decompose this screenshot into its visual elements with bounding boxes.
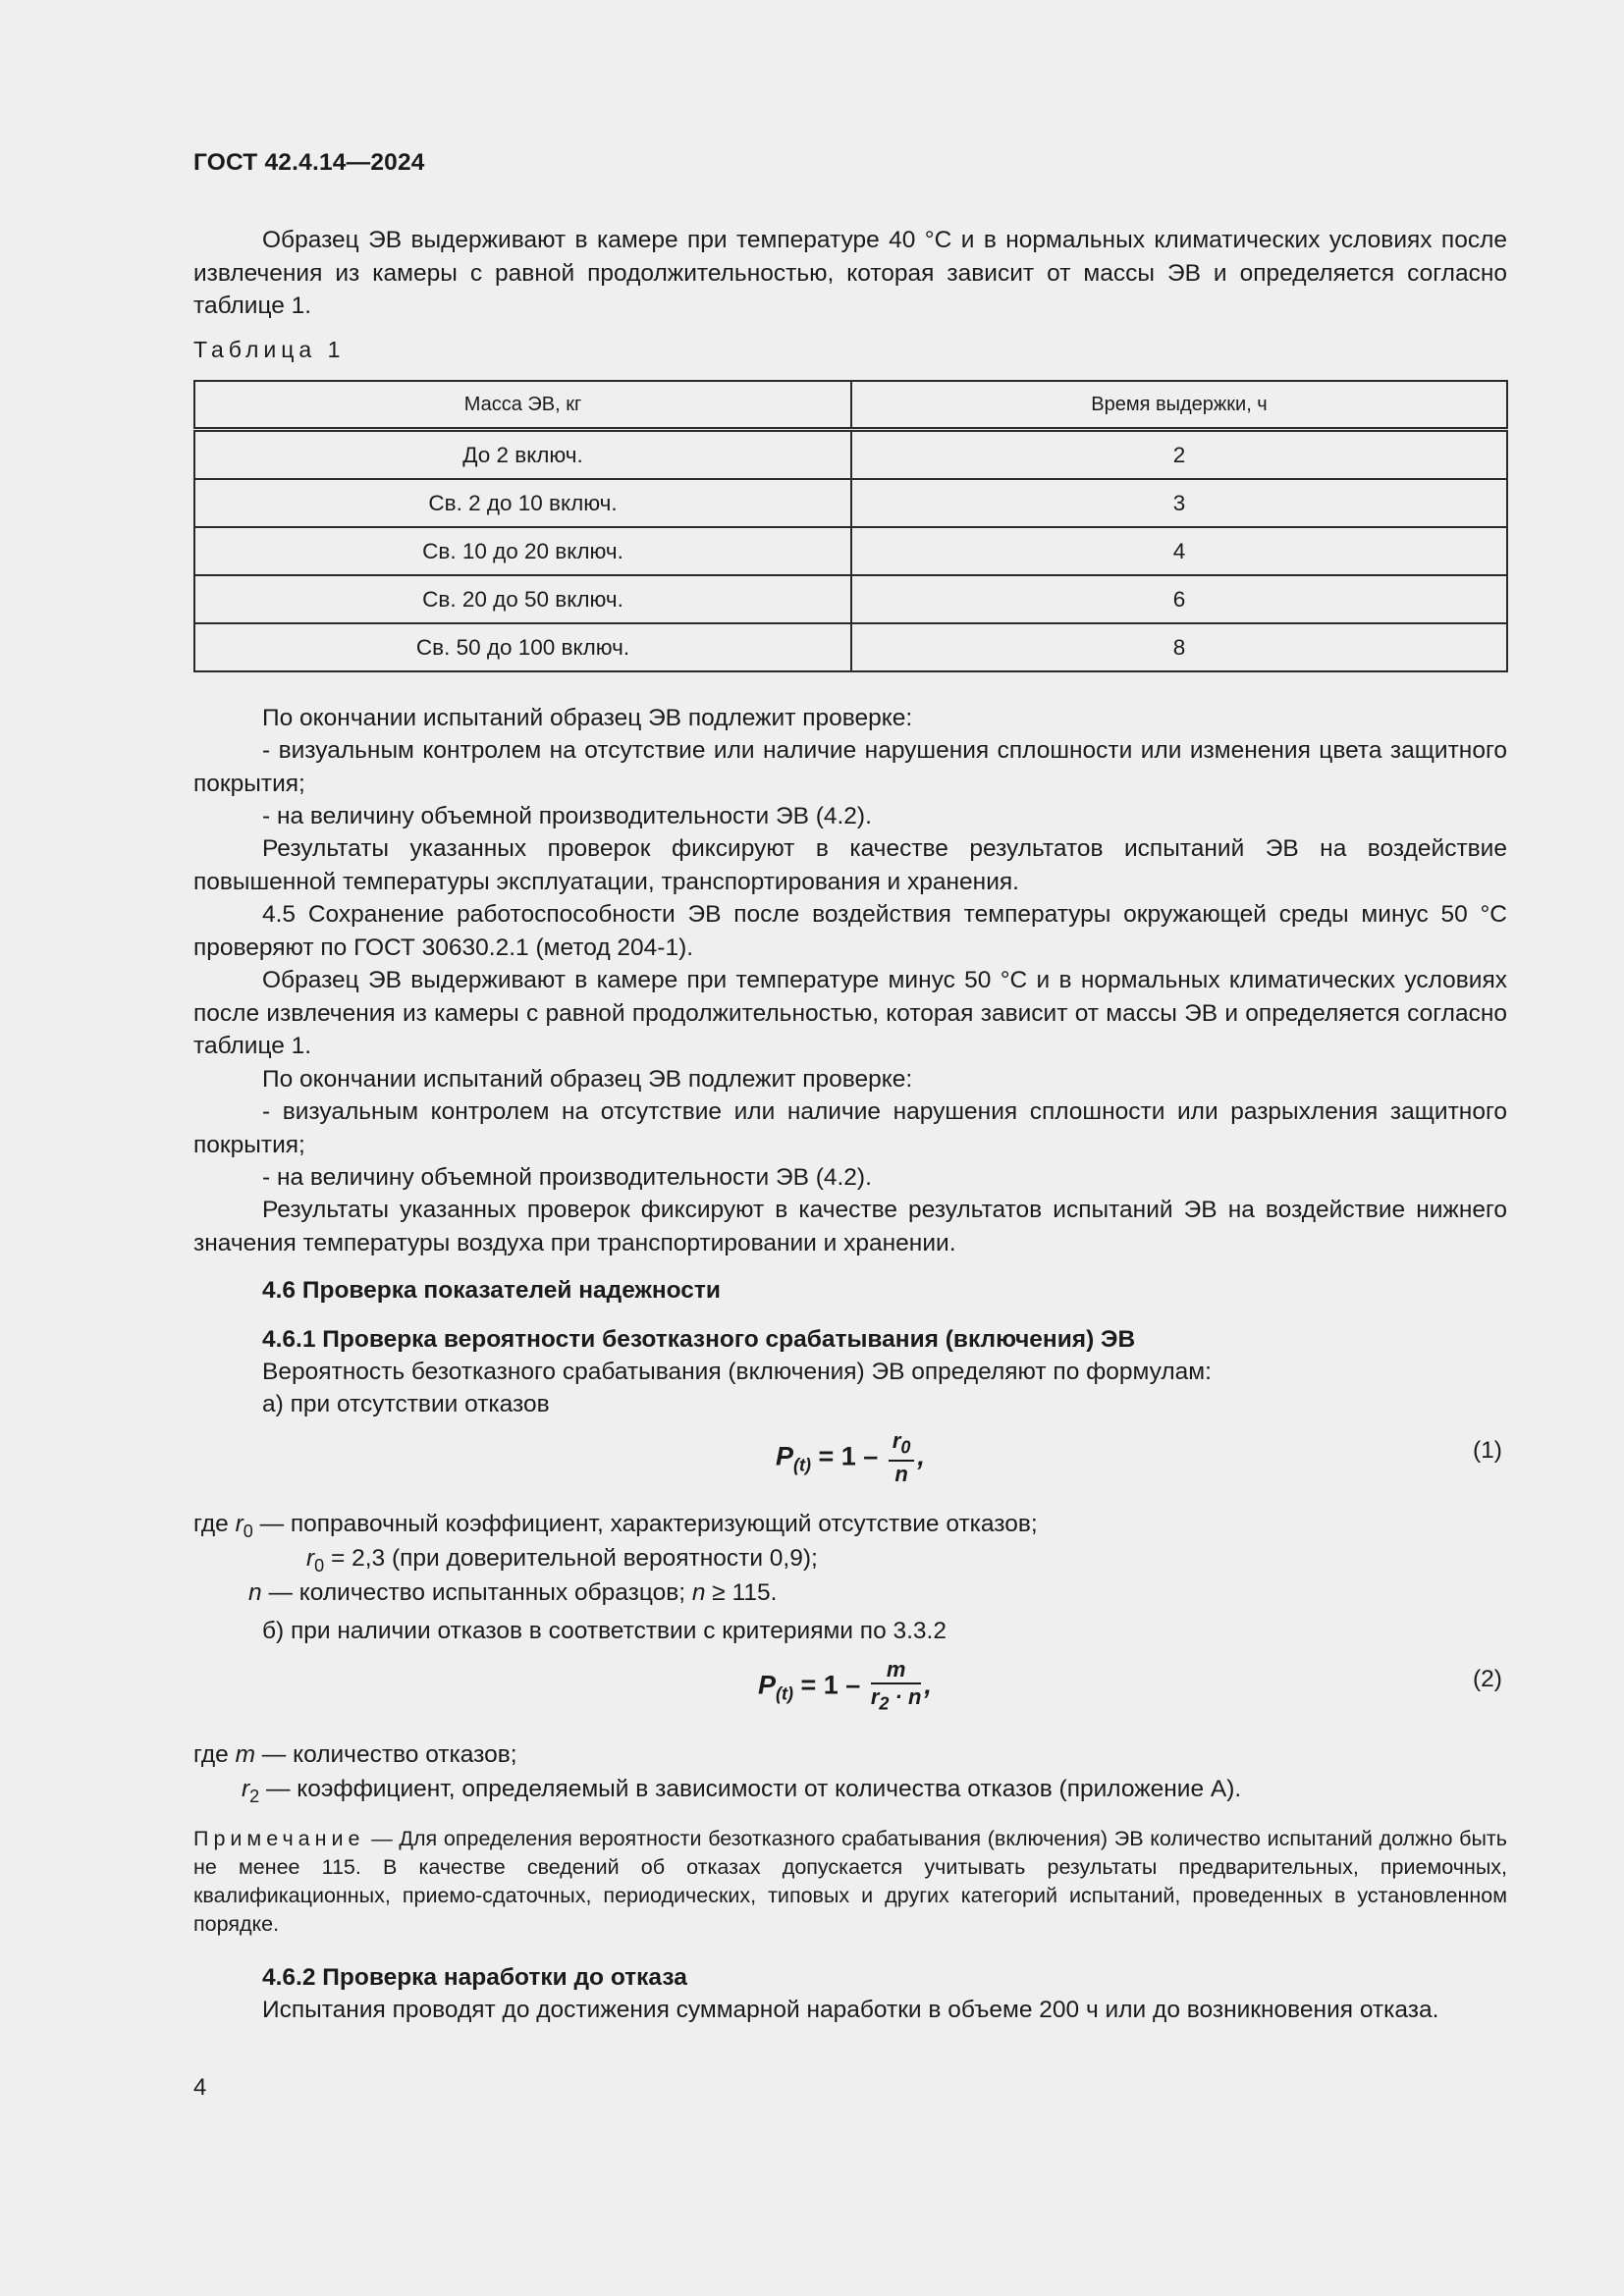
paragraph: Испытания проводят до достижения суммарной наработки в объеме 200 ч или до возникновения отказа. [262,1997,1439,2023]
table-header-mass: Масса ЭВ, кг [194,381,851,430]
table-cell: До 2 включ. [194,430,851,480]
paragraph: - на величину объемной производительности ЭВ (4.2). [262,1164,872,1191]
formula-1: $P_{(t)} = 1$ – $\frac{r_0}{n}$ , [776,1428,925,1487]
table-cell: Св. 2 до 10 включ. [194,479,851,527]
table-cell: Св. 10 до 20 включ. [194,527,851,575]
table-row [194,623,1507,671]
formula-explanation: n — количество испытанных образцов; n ≥ 115. [248,1579,778,1606]
table-cell: 2 [851,430,1507,480]
paragraph: По окончании испытаний образец ЭВ подлежит проверке: [262,705,913,731]
table-header-time: Время выдержки, ч [851,381,1507,430]
table-row [194,479,1507,527]
note-label: Примечание [193,1827,365,1850]
equation-number: (2) [1473,1666,1502,1692]
table-row [194,575,1507,623]
formula-explanation: $r_2$ — коэффициент, определяемый в зависимости от количества отказов (приложение А). [242,1776,1242,1806]
table-cell: 8 [851,623,1507,671]
list-item: а) при отсутствии отказов [262,1391,550,1417]
list-item: б) при наличии отказов в соответствии с критериями по 3.3.2 [262,1618,947,1644]
formula-explanation: где $r_0$ — поправочный коэффициент, характеризующий отсутствие отказов; [193,1511,1038,1541]
table-cell: Св. 50 до 100 включ. [194,623,851,671]
formula-explanation: $r_0 = 2,3$ (при доверительной вероятности 0,9); [306,1545,818,1575]
paragraph: Результаты указанных проверок фиксируют в качестве результатов испытаний ЭВ на воздействие нижнего значения температуры воздуха при транспортировании и хранении. [193,1197,1507,1256]
paragraph: Образец ЭВ выдерживают в камере при температуре 40 °С и в нормальных климатических условиях после извлечения из камеры с равной продолжительностью, которая зависит от массы ЭВ и определяется согласно таблице 1. [193,227,1507,319]
paragraph: - на величину объемной производительности ЭВ (4.2). [262,803,872,829]
table-cell: Св. 20 до 50 включ. [194,575,851,623]
paragraph: Результаты указанных проверок фиксируют в качестве результатов испытаний ЭВ на воздействие повышенной температуры эксплуатации, транспортирования и хранения. [193,835,1507,895]
table-cell: 3 [851,479,1507,527]
table-cell: 6 [851,575,1507,623]
table-caption: Таблица 1 [193,337,346,362]
section-heading-4-6-2: 4.6.2 Проверка наработки до отказа [262,1964,687,1991]
table-row [194,430,1507,480]
document-header: ГОСТ 42.4.14—2024 [193,149,425,176]
formula-explanation: где m — количество отказов; [193,1741,517,1768]
paragraph: - визуальным контролем на отсутствие или наличие нарушения сплошности или разрыхления защитного покрытия; [193,1098,1507,1158]
paragraph: 4.5 Сохранение работоспособности ЭВ после воздействия температуры окружающей среды минус 50 °С проверяют по ГОСТ 30630.2.1 (метод 204-1). [193,901,1507,961]
paragraph: Образец ЭВ выдерживают в камере при температуре минус 50 °С и в нормальных климатических условиях после извлечения из камеры с равной продолжительностью, которая зависит от массы ЭВ и определяется согласно таблице 1. [193,967,1507,1059]
section-heading-4-6: 4.6 Проверка показателей надежности [262,1277,721,1304]
section-heading-4-6-1: 4.6.1 Проверка вероятности безотказного срабатывания (включения) ЭВ [262,1326,1136,1353]
equation-number: (1) [1473,1437,1502,1464]
table-row [194,527,1507,575]
note: Примечание — Для определения вероятности безотказного срабатывания (включения) ЭВ количество испытаний должно быть не менее 115. В качестве сведений об отказах допускается учитывать результаты предварительных, приемочных, квалификационных, приемо-сдаточных, периодических, типовых и других категорий испытаний, проведенных в установленном порядке. [193,1827,1507,1936]
formula-2: $P_{(t)} = 1$ – $\frac{m}{r_2 \cdot n}$ , [758,1657,932,1714]
table-1 [193,380,1508,672]
paragraph: По окончании испытаний образец ЭВ подлежит проверке: [262,1066,913,1093]
table-cell: 4 [851,527,1507,575]
paragraph: - визуальным контролем на отсутствие или наличие нарушения сплошности или изменения цвета защитного покрытия; [193,737,1507,797]
page-number: 4 [193,2074,207,2101]
paragraph: Вероятность безотказного срабатывания (включения) ЭВ определяют по формулам: [262,1359,1212,1385]
